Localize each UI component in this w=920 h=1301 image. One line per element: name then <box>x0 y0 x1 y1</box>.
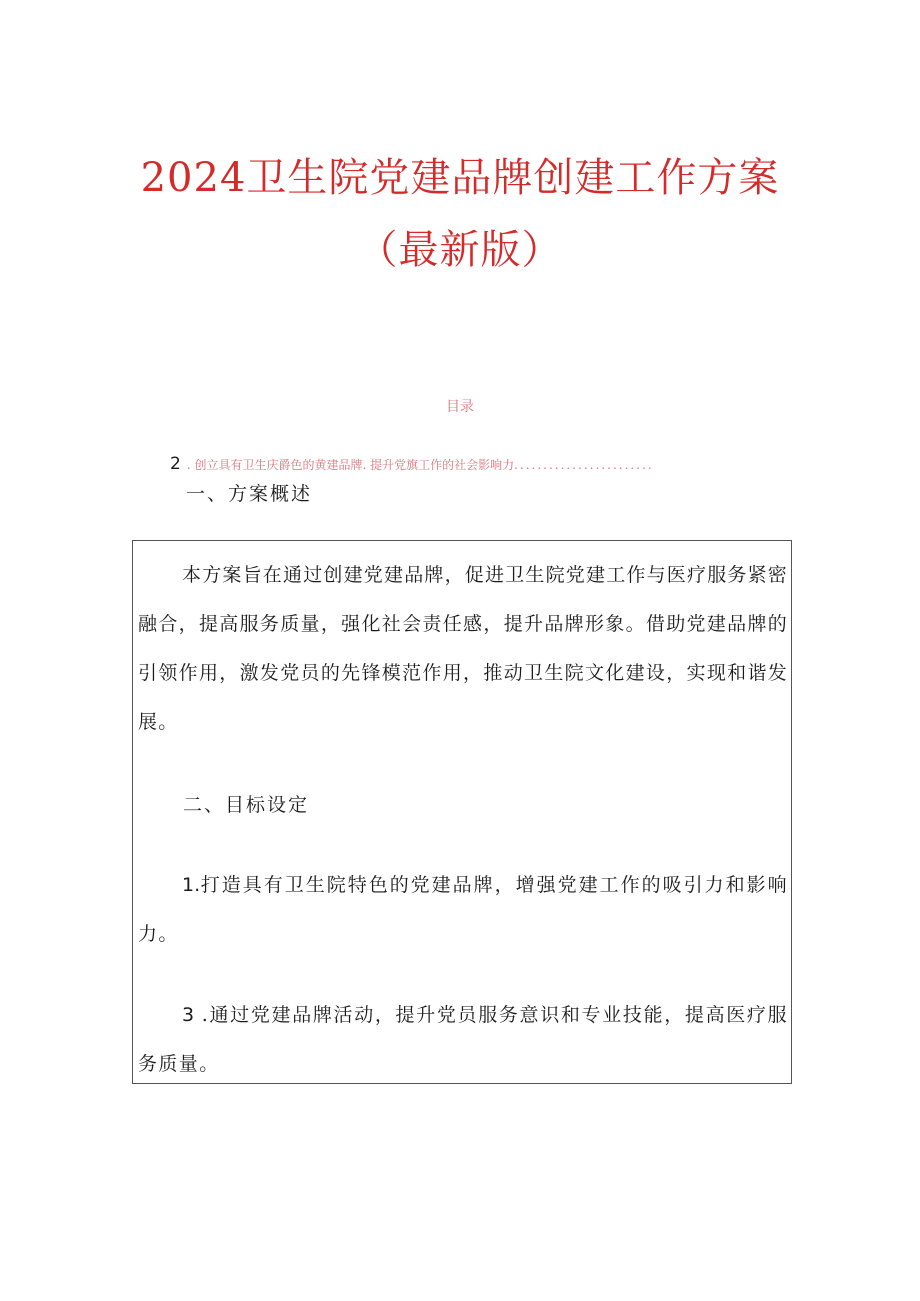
document-subtitle: （最新版） <box>357 227 563 273</box>
toc-entry[interactable] <box>170 454 770 474</box>
goal-item-3-number: 3 <box>182 1004 195 1026</box>
toc-entry-leader: ........................ <box>514 458 654 472</box>
goal-item-1-text: 打造具有卫生院特色的党建品牌，增强党建工作的吸引力和影响力。 <box>138 874 788 945</box>
goal-item-3 <box>138 991 788 1089</box>
goal-item-3-text: .通过党建品牌活动，提升党员服务意识和专业技能，提高医疗服务质量。 <box>138 1004 788 1075</box>
goal-item-1-number: 1. <box>182 874 201 896</box>
content-box <box>132 540 792 1084</box>
toc-heading: 目录 <box>446 399 474 415</box>
goal-item-1 <box>138 861 788 959</box>
overview-heading: 一、方案概述 <box>186 483 313 505</box>
goals-heading: 二、目标设定 <box>183 794 310 816</box>
document-title: 2024卫生院党建品牌创建工作方案 <box>140 155 780 201</box>
toc-entry-number: 2 <box>170 454 181 474</box>
toc-entry-text: . 创立具有卫生庆爵色的黄建品牌. 提升党旗工作的社会影响力 <box>186 458 515 472</box>
overview-paragraph: 本方案旨在通过创建党建品牌，促进卫生院党建工作与医疗服务紧密融合，提高服务质量，强化社会责任感，提升品牌形象。借助党建品牌的引领作用，激发党员的先锋模范作用，推动卫生院文化建设，实现和谐发展。 <box>138 564 789 733</box>
